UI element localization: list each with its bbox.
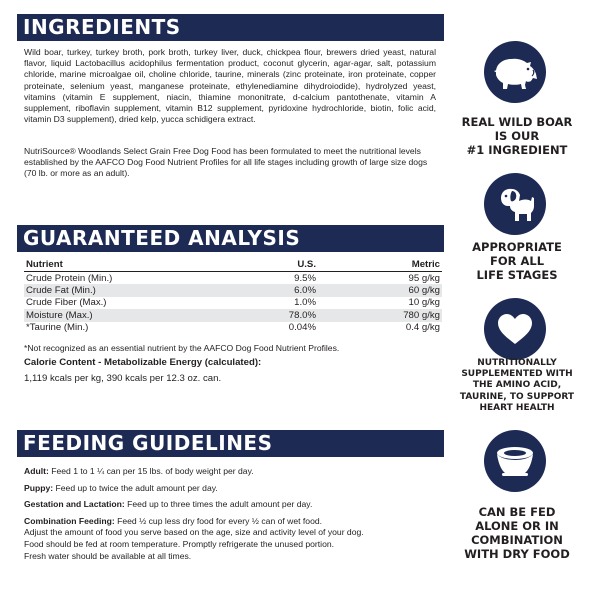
feeding-line-combination <box>24 516 444 528</box>
calorie-content-title: Calorie Content - Metabolizable Energy (calculated): <box>24 357 262 368</box>
caption-line: REAL WILD BOAR <box>461 115 573 129</box>
caption-line: WITH DRY FOOD <box>464 547 570 561</box>
metric-value-cell: 0.4 g/kg <box>405 322 440 334</box>
badge-caption-boar <box>447 115 587 157</box>
nutrient-cell: Moisture (Max.) <box>24 309 254 321</box>
feeding-note-adjust: Adjust the amount of food you serve based on the age, size and activity level of your dog. <box>24 527 364 538</box>
calorie-content-value: 1,119 kcals per kg, 390 kcals per 12.3 oz. can. <box>24 373 222 384</box>
aafco-statement: NutriSource® Woodlands Select Grain Free Dog Food has been formulated to meet the nutritional levels established by the AAFCO Dog Food Nutrient Profiles for all life stages including growth of large size dogs (70 lb. or more as an adult). <box>24 146 428 179</box>
feeding-line-puppy <box>24 483 444 495</box>
metric-value-cell: 780 g/kg <box>318 309 442 321</box>
us-value-cell: 9.5% <box>294 272 316 284</box>
feeding-guidelines-body <box>24 466 444 562</box>
taurine-footnote: *Not recognized as an essential nutrient by the AAFCO Dog Food Nutrient Profiles. <box>24 343 340 353</box>
column-header-us: U.S. <box>297 259 316 270</box>
nutrient-cell: Crude Fat (Min.) <box>24 284 254 296</box>
feeding-line-gestation <box>24 499 444 511</box>
puppy-icon <box>484 173 546 235</box>
table-row <box>24 309 442 321</box>
feeding-text: Feed up to three times the adult amount per day. <box>124 499 313 510</box>
caption-line: IS OUR <box>494 129 540 143</box>
heart-icon <box>484 298 546 360</box>
caption-line: APPROPRIATE <box>472 240 562 254</box>
metric-value-cell: 60 g/kg <box>318 284 442 296</box>
feeding-note-temperature: Food should be fed at room temperature. Promptly refrigerate the unused portion. <box>24 538 335 549</box>
caption-line: ALONE OR IN <box>475 519 559 533</box>
feeding-label: Combination Feeding: <box>24 515 115 526</box>
caption-line: NUTRITIONALLY <box>477 358 557 368</box>
feeding-label: Adult: <box>24 466 49 476</box>
caption-line: COMBINATION <box>471 533 563 547</box>
caption-line: #1 INGREDIENT <box>466 143 568 157</box>
boar-icon <box>484 41 546 103</box>
guaranteed-analysis-table <box>24 258 442 334</box>
feeding-note-water: Fresh water should be available at all times. <box>24 550 192 561</box>
nutrient-cell: *Taurine (Min.) <box>26 322 89 334</box>
table-row <box>24 297 442 309</box>
us-value-cell: 6.0% <box>254 284 318 296</box>
ingredients-list: Wild boar, turkey, turkey broth, pork broth, turkey liver, duck, chickpea flour, brewers dried yeast, natural flavor, liquid Lactobacillus acidophilus fermentation product, coconut glycerin, agar-agar, salt, potassium chloride, marine microalgae oil, choline chloride, taurine, minerals (zinc proteinate, iron proteinate, copper proteinate, selenium yeast, manganese proteinate, ethylenediamine dihydroiodide), hydrolyzed yeast, vitamins (vitamin E supplement, niacin, thiamine mononitrate, d-calcium pantothenate, vitamin A supplement, riboflavin supplement, vitamin B12 supplement, pyridoxine hydrochloride, biotin, folic acid, vitamin D3 supplement), dried kelp, yucca schidigera extract. <box>24 47 436 125</box>
feeding-text: Feed 1 to 1 ¼ can per 15 lbs. of body weight per day. <box>48 466 254 476</box>
caption-line: SUPPLEMENTED WITH <box>461 369 573 380</box>
feeding-text: Feed ½ cup less dry food for every ½ can of wet food. <box>114 515 323 526</box>
badge-caption-bowl <box>447 505 587 561</box>
feeding-label: Puppy: <box>24 482 54 493</box>
caption-line: HEART HEALTH <box>479 402 555 413</box>
caption-line: LIFE STAGES <box>476 268 558 282</box>
bowl-icon <box>484 430 546 492</box>
us-value-cell: 78.0% <box>254 309 318 321</box>
ingredients-heading: INGREDIENTS <box>17 14 444 41</box>
column-header-metric: Metric <box>411 259 440 270</box>
caption-line: TAURINE, TO SUPPORT <box>459 391 575 402</box>
nutrient-cell: Crude Protein (Min.) <box>26 272 113 284</box>
us-value-cell: 0.04% <box>288 322 316 334</box>
feeding-text: Feed up to twice the adult amount per day. <box>53 482 218 493</box>
metric-value-cell: 10 g/kg <box>408 297 440 309</box>
table-row <box>24 284 442 296</box>
feeding-label: Gestation and Lactation: <box>24 499 125 510</box>
us-value-cell: 1.0% <box>294 297 316 309</box>
table-header-row <box>24 258 442 272</box>
caption-line: THE AMINO ACID, <box>472 380 562 391</box>
caption-line: FOR ALL <box>489 254 545 268</box>
feeding-line-adult <box>24 466 444 478</box>
feeding-guidelines-heading: FEEDING GUIDELINES <box>17 430 444 457</box>
nutrient-cell: Crude Fiber (Max.) <box>26 297 107 309</box>
badge-caption-heart <box>447 358 587 414</box>
badge-caption-puppy <box>447 240 587 282</box>
table-row <box>24 322 442 334</box>
guaranteed-analysis-heading: GUARANTEED ANALYSIS <box>17 225 444 252</box>
metric-value-cell: 95 g/kg <box>408 272 440 284</box>
table-row <box>24 272 442 285</box>
column-header-nutrient: Nutrient <box>26 259 63 270</box>
caption-line: CAN BE FED <box>478 505 556 519</box>
